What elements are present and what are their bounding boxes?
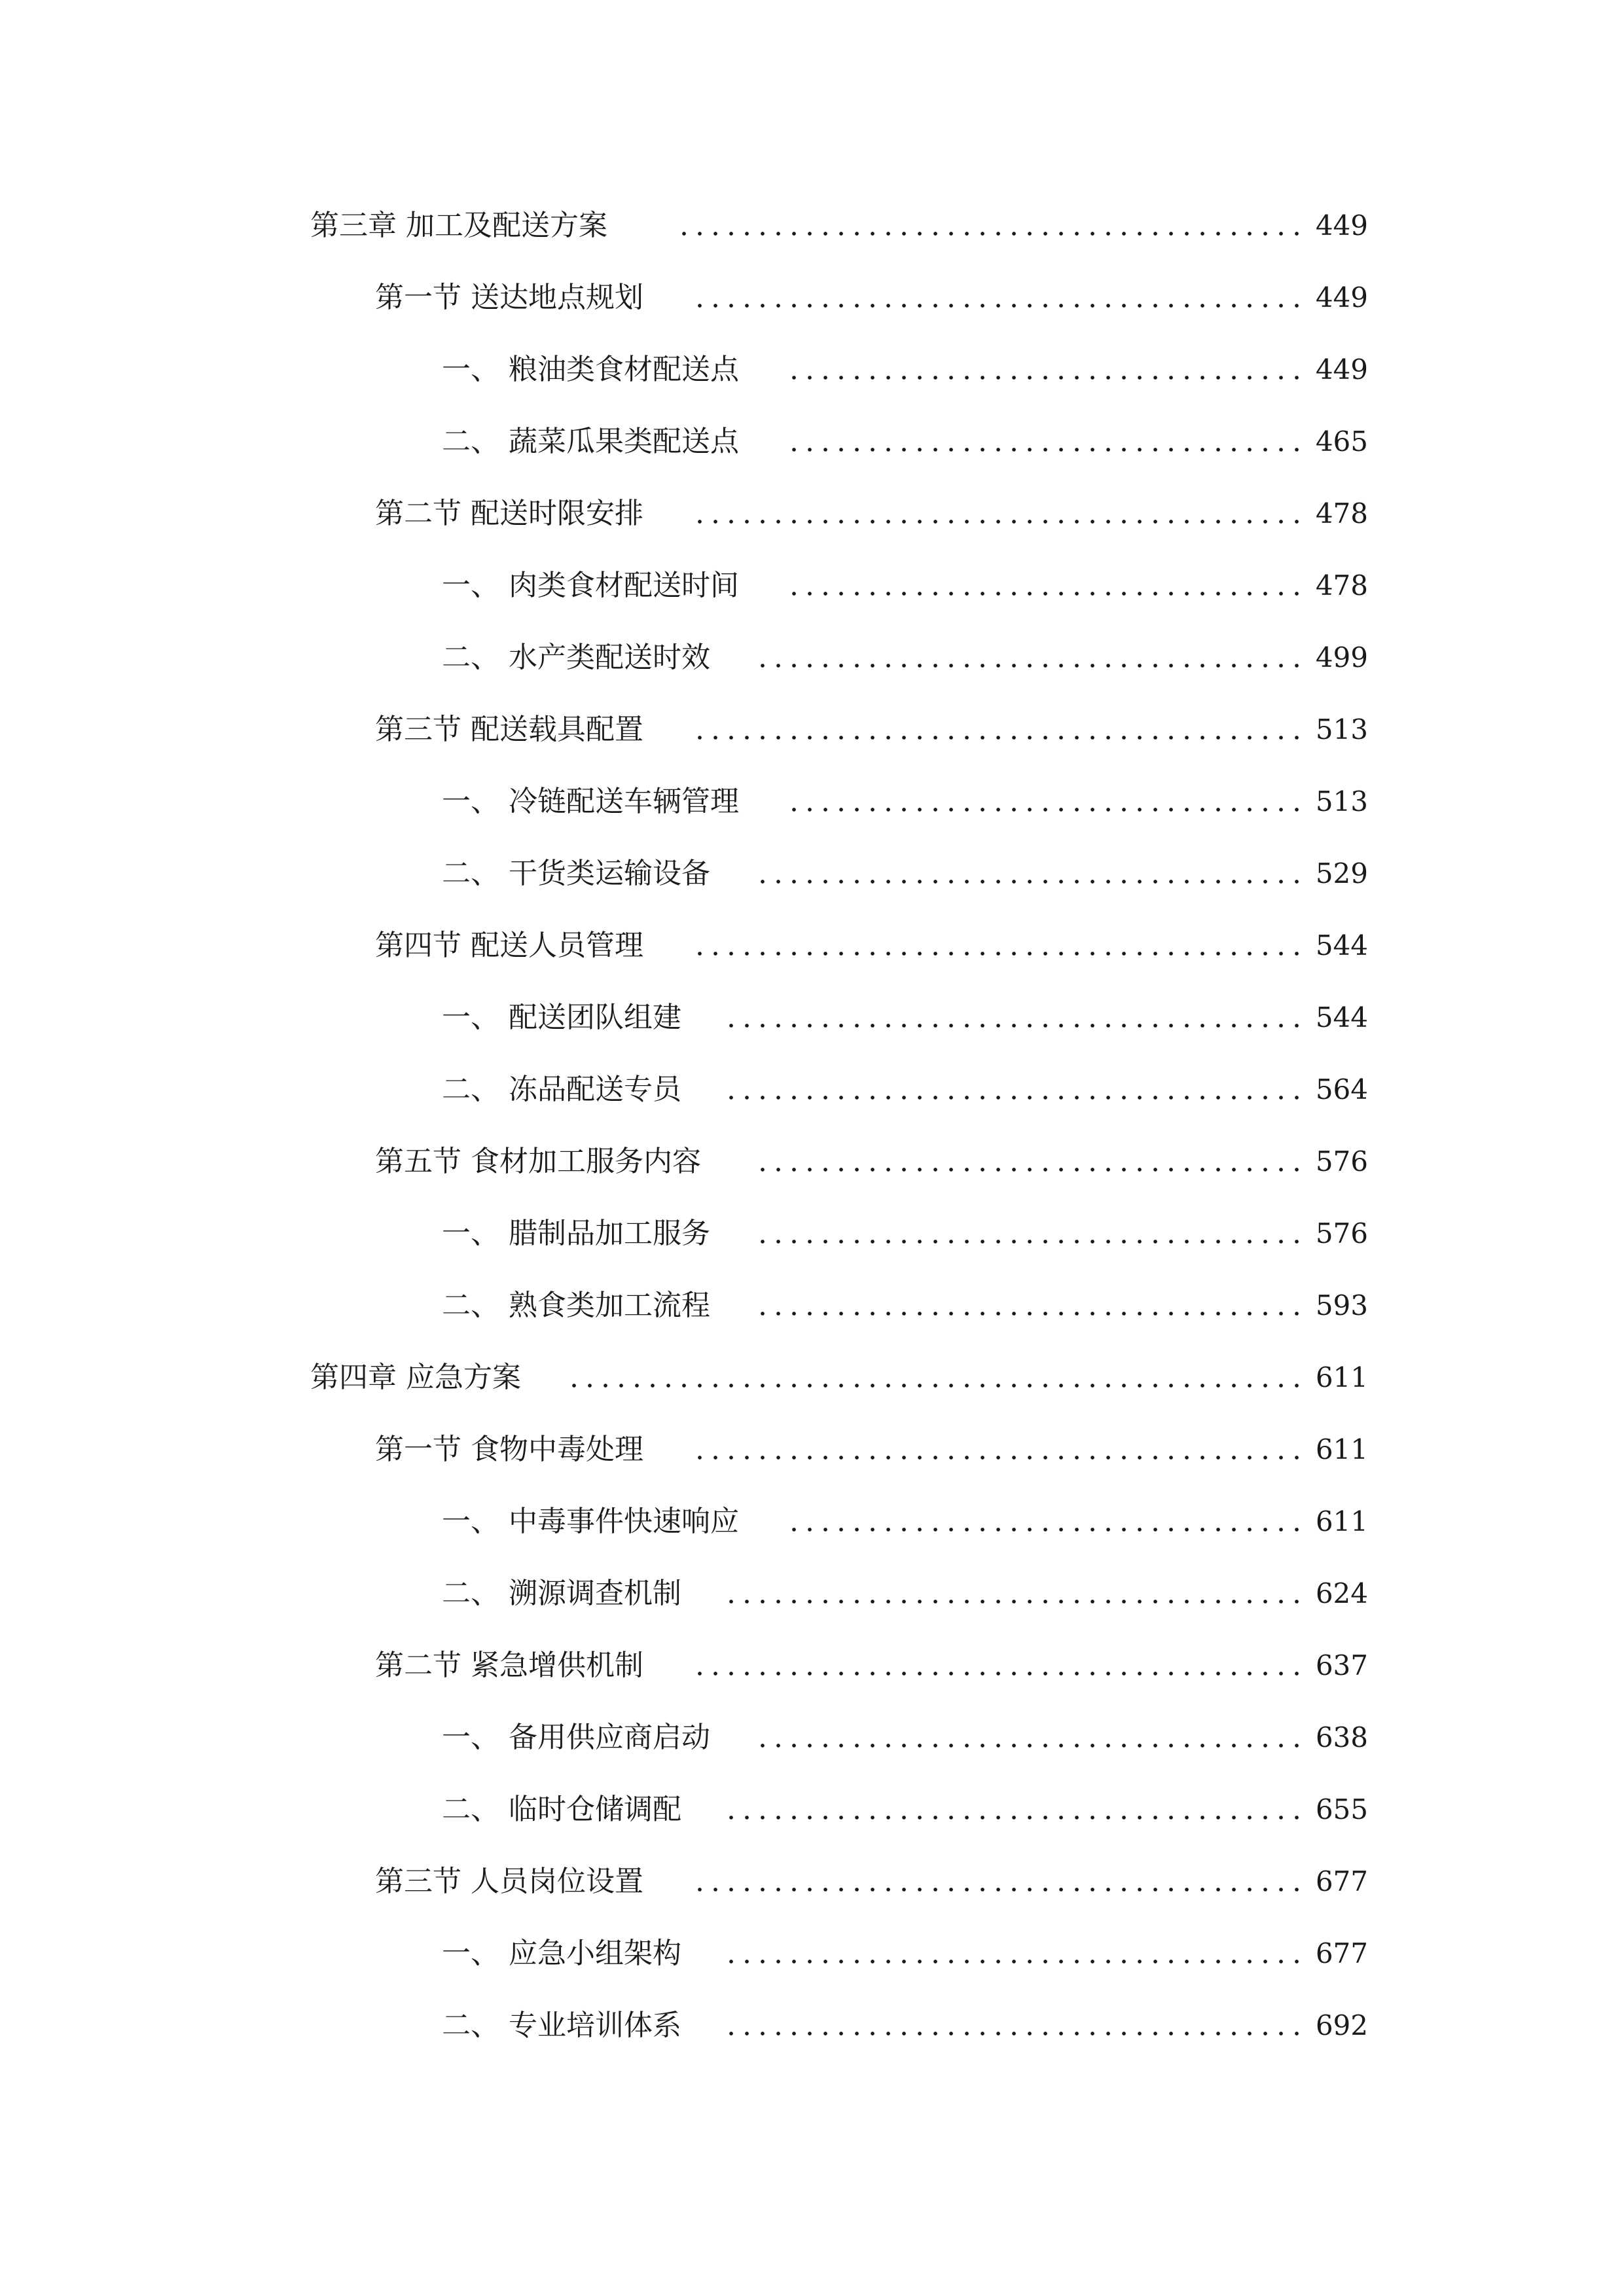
toc-entry-item[interactable] [0, 1784, 1624, 1836]
toc-entry-page: 655 [1315, 1793, 1368, 1825]
toc-entry-section[interactable] [0, 272, 1624, 324]
toc-entry-title: 第三章 加工及配送方案 [310, 209, 607, 242]
toc-entry-page: 478 [1315, 497, 1368, 529]
toc-entry-title: 一、 肉类食材配送时间 [442, 569, 739, 602]
toc-entry-section[interactable] [0, 920, 1624, 972]
toc-entry-title: 一、 粮油类食材配送点 [442, 353, 739, 386]
toc-entry-page: 449 [1315, 281, 1368, 314]
toc-entry-title: 一、 配送团队组建 [442, 1001, 681, 1034]
toc-leader-dots [789, 416, 1305, 468]
toc-entry-chapter[interactable] [0, 200, 1624, 252]
toc-entry-page: 624 [1315, 1577, 1368, 1609]
toc-leader-dots [694, 920, 1305, 972]
toc-entry-item[interactable] [0, 2000, 1624, 2052]
toc-leader-dots [758, 632, 1305, 684]
toc-entry-title: 第三节 配送载具配置 [375, 713, 643, 746]
toc-leader-dots [758, 1712, 1305, 1764]
toc-entry-item[interactable] [0, 560, 1624, 612]
toc-entry-title: 一、 备用供应商启动 [442, 1721, 710, 1754]
toc-entry-item[interactable] [0, 776, 1624, 828]
toc-entry-page: 465 [1315, 425, 1368, 457]
toc-entry-page: 692 [1315, 2009, 1368, 2041]
toc-entry-item[interactable] [0, 1064, 1624, 1116]
toc-entry-page: 478 [1315, 569, 1368, 601]
toc-entry-item[interactable] [0, 416, 1624, 468]
toc-leader-dots [569, 1352, 1305, 1404]
toc-entry-item[interactable] [0, 1712, 1624, 1764]
toc-leader-dots [694, 1640, 1305, 1692]
toc-entry-page: 529 [1315, 857, 1368, 889]
toc-entry-page: 638 [1315, 1721, 1368, 1753]
toc-leader-dots [758, 1136, 1305, 1188]
toc-leader-dots [727, 1784, 1305, 1836]
toc-entry-section[interactable] [0, 1856, 1624, 1908]
toc-entry-page: 499 [1315, 641, 1368, 673]
toc-leader-dots [694, 1856, 1305, 1908]
toc-entry-page: 544 [1315, 1001, 1368, 1033]
toc-leader-dots [727, 1064, 1305, 1116]
toc-entry-page: 593 [1315, 1289, 1368, 1321]
toc-entry-item[interactable] [0, 344, 1624, 396]
toc-entry-page: 544 [1315, 929, 1368, 961]
toc-leader-dots [758, 1208, 1305, 1260]
toc-entry-item[interactable] [0, 1568, 1624, 1620]
toc-entry-title: 一、 中毒事件快速响应 [442, 1505, 739, 1538]
toc-leader-dots [789, 776, 1305, 828]
toc-entry-page: 637 [1315, 1649, 1368, 1681]
toc-entry-page: 677 [1315, 1865, 1368, 1897]
toc-leader-dots [758, 848, 1305, 900]
toc-entry-page: 677 [1315, 1937, 1368, 1969]
toc-entry-item[interactable] [0, 1208, 1624, 1260]
toc-entry-title: 一、 应急小组架构 [442, 1937, 681, 1970]
toc-entry-section[interactable] [0, 1640, 1624, 1692]
toc-entry-title: 第二节 配送时限安排 [375, 497, 643, 530]
toc-entry-item[interactable] [0, 1928, 1624, 1980]
toc-leader-dots [789, 560, 1305, 612]
toc-entry-item[interactable] [0, 992, 1624, 1044]
toc-entry-section[interactable] [0, 704, 1624, 756]
toc-entry-page: 513 [1315, 785, 1368, 817]
toc-entry-page: 576 [1315, 1145, 1368, 1177]
toc-leader-dots [789, 344, 1305, 396]
toc-leader-dots [727, 1568, 1305, 1620]
toc-leader-dots [789, 1496, 1305, 1548]
toc-entry-title: 第二节 紧急增供机制 [375, 1649, 643, 1682]
toc-entry-title: 二、 临时仓储调配 [442, 1793, 681, 1826]
toc-leader-dots [694, 488, 1305, 540]
toc-entry-section[interactable] [0, 1424, 1624, 1476]
toc-entry-page: 449 [1315, 353, 1368, 386]
toc-leader-dots [758, 1280, 1305, 1332]
toc-entry-title: 二、 熟食类加工流程 [442, 1289, 710, 1322]
toc-entry-page: 611 [1315, 1505, 1368, 1537]
toc-entry-page: 611 [1315, 1433, 1368, 1465]
toc-entry-title: 第一节 食物中毒处理 [375, 1433, 643, 1466]
toc-entry-page: 564 [1315, 1073, 1368, 1105]
toc-entry-section[interactable] [0, 488, 1624, 540]
toc-entry-title: 一、 腊制品加工服务 [442, 1217, 710, 1250]
toc-entry-page: 449 [1315, 209, 1368, 242]
toc-leader-dots [727, 1928, 1305, 1980]
toc-leader-dots [694, 272, 1305, 324]
toc-entry-title: 二、 专业培训体系 [442, 2009, 681, 2042]
toc-leader-dots [694, 704, 1305, 756]
toc-entry-item[interactable] [0, 1280, 1624, 1332]
toc-entry-item[interactable] [0, 1496, 1624, 1548]
toc-entry-page: 611 [1315, 1361, 1368, 1393]
toc-entry-title: 二、 干货类运输设备 [442, 857, 710, 890]
toc-entry-title: 第五节 食材加工服务内容 [375, 1145, 701, 1178]
toc-entry-title: 二、 冻品配送专员 [442, 1073, 681, 1106]
toc-leader-dots [681, 200, 1305, 252]
toc-entry-item[interactable] [0, 848, 1624, 900]
toc-entry-title: 第四章 应急方案 [310, 1361, 521, 1394]
toc-leader-dots [727, 992, 1305, 1044]
toc-entry-page: 576 [1315, 1217, 1368, 1249]
toc-entry-title: 二、 水产类配送时效 [442, 641, 710, 674]
toc-entry-item[interactable] [0, 632, 1624, 684]
toc-entry-title: 二、 溯源调查机制 [442, 1577, 681, 1610]
toc-entry-title: 一、 冷链配送车辆管理 [442, 785, 739, 818]
toc-leader-dots [727, 2000, 1305, 2052]
toc-leader-dots [694, 1424, 1305, 1476]
toc-entry-title: 第四节 配送人员管理 [375, 929, 643, 962]
toc-entry-title: 第三节 人员岗位设置 [375, 1865, 643, 1898]
toc-entry-title: 第一节 送达地点规划 [375, 281, 643, 314]
toc-entry-section[interactable] [0, 1136, 1624, 1188]
toc-entry-page: 513 [1315, 713, 1368, 745]
toc-entry-chapter[interactable] [0, 1352, 1624, 1404]
toc-entry-title: 二、 蔬菜瓜果类配送点 [442, 425, 739, 458]
